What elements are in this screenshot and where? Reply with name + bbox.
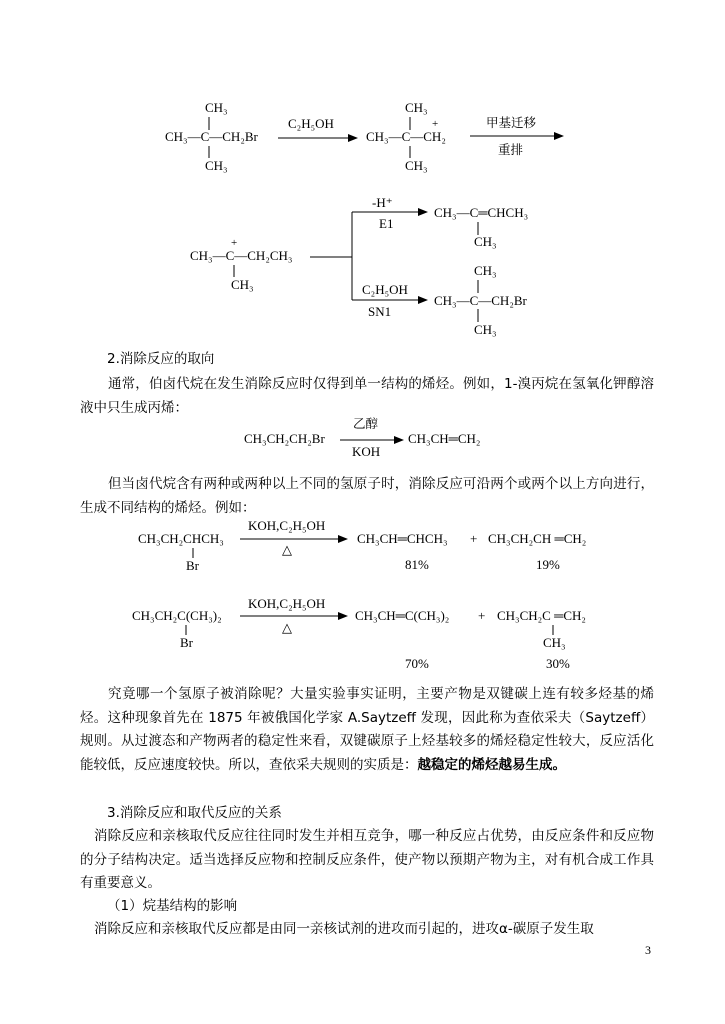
eq2-plus: +	[470, 531, 478, 546]
eq3-plus: +	[478, 608, 486, 623]
cation-charge: +	[231, 237, 238, 249]
eq3-yield-1: 70%	[405, 656, 429, 671]
i1-charge: +	[432, 118, 439, 130]
arrow2-label-top: 甲基迁移	[486, 115, 537, 130]
i1-bottom-group: CH₃	[405, 158, 428, 173]
lower-product-main: CH₃—C—CH₂Br	[434, 293, 527, 308]
eq3-product-1: CH₃CH═C(CH₃)₂	[355, 608, 450, 623]
paragraph-4: 消除反应和亲核取代反应往往同时发生并相互竞争，哪一种反应占优势，由反应条件和反应物的分子结构决定。适当选择反应物和控制反应条件，使产物以预期产物为主，对有机合成工作具有重要意义。	[80, 828, 654, 891]
eq2-reactant-br: Br	[186, 558, 199, 573]
section-2-heading: 2.消除反应的取向	[107, 351, 215, 367]
paragraph-5: 消除反应和亲核取代反应都是由同一亲核试剂的进攻而引起的，进攻α-碳原子发生取	[94, 921, 594, 937]
r1-bottom-group: CH₃	[205, 158, 228, 173]
paragraph-1: 通常，伯卤代烷在发生消除反应时仅得到单一结构的烯烃。例如，1-溴丙烷在氢氧化钾醇溶液中只生成丙烯：	[80, 376, 654, 416]
arrow1-label: C₂H₅OH	[288, 116, 334, 131]
eq3-label-top: KOH,C₂H₅OH	[248, 596, 326, 611]
paragraph-3-emphasis: 越稳定的烯烃越易生成。	[417, 756, 566, 773]
i1-main-chain: CH₃—C—CH₂	[366, 129, 446, 144]
cation-bottom-group: CH₃	[231, 277, 254, 292]
lower-product-bottom: CH₃	[474, 322, 497, 337]
eq2-product-2: CH₃CH₂CH ═CH₂	[488, 531, 587, 546]
r1-top-group: CH₃	[205, 100, 228, 115]
lower-arrow-head	[418, 296, 428, 304]
sub-heading: （1）烷基结构的影响	[107, 898, 238, 914]
eq1-arrow-head	[394, 436, 404, 444]
eq2-arrow-head	[338, 535, 348, 543]
i1-top-group: CH₃	[405, 100, 428, 115]
eq1-product: CH₃CH═CH₂	[408, 431, 481, 446]
eq2-reactant: CH₃CH₂CHCH₃	[138, 531, 224, 546]
eq1-reactant: CH₃CH₂CH₂Br	[244, 431, 325, 446]
lower-arrow-label-bottom: SN1	[368, 304, 392, 319]
section-3-heading: 3.消除反应和取代反应的关系	[107, 805, 282, 821]
upper-arrow-head	[418, 208, 428, 216]
page-number: 3	[645, 943, 651, 957]
arrow-1-head	[348, 134, 358, 142]
lower-arrow-label-top: C₂H₅OH	[362, 282, 408, 297]
eq3-yield-2: 30%	[546, 656, 570, 671]
arrow2-label-bottom: 重排	[498, 142, 524, 157]
upper-product-main: CH₃—C═CHCH₃	[434, 205, 529, 220]
paragraph-3	[80, 683, 654, 777]
eq2-yield-1: 81%	[405, 557, 429, 572]
upper-arrow-label-bottom: E1	[379, 216, 394, 231]
eq2-product-1: CH₃CH═CHCH₃	[357, 531, 448, 546]
cation-main-chain: CH₃—C—CH₂CH₃	[190, 248, 293, 263]
lower-product-top: CH₃	[474, 263, 497, 278]
eq3-product-2: CH₃CH₂C ═CH₂	[497, 608, 586, 623]
paragraph-2: 但当卤代烷含有两种或两种以上不同的氢原子时，消除反应可沿两个或两个以上方向进行，生成不同结构的烯烃。例如：	[80, 476, 654, 516]
paragraph-3-text: 究竟哪一个氢原子被消除呢？大量实验事实证明，主要产物是双键碳上连有较多烃基的烯烃。这种现象首先在 1875 年被俄国化学家 A.Saytzeff 发现，因此称为查依采夫（Saytzeff）规则。从过渡态和产物两者的稳定性来看，双键碳原子上烃基较多的烯烃稳定性较大，反应活化能较低，反应速度较快。所以，查依采夫规则的实质是：	[80, 686, 654, 773]
eq2-yield-2: 19%	[536, 557, 560, 572]
arrow-2-head	[554, 132, 564, 140]
eq3-reactant: CH₃CH₂C(CH₃)₂	[132, 608, 222, 623]
upper-arrow-label-top: -H⁺	[372, 195, 393, 210]
r1-main-chain: CH₃—C—CH₂Br	[165, 129, 258, 144]
eq3-product-2-ch3: CH₃	[543, 635, 566, 650]
eq3-reactant-br: Br	[180, 635, 193, 650]
eq2-label-top: KOH,C₂H₅OH	[248, 518, 326, 533]
eq1-label-bottom: KOH	[352, 444, 381, 459]
eq2-label-bottom: △	[282, 542, 292, 557]
eq3-label-bottom: △	[282, 620, 292, 635]
eq3-arrow-head	[338, 612, 348, 620]
eq1-label-top: 乙醇	[353, 416, 379, 431]
upper-product-bottom: CH₃	[474, 234, 497, 249]
